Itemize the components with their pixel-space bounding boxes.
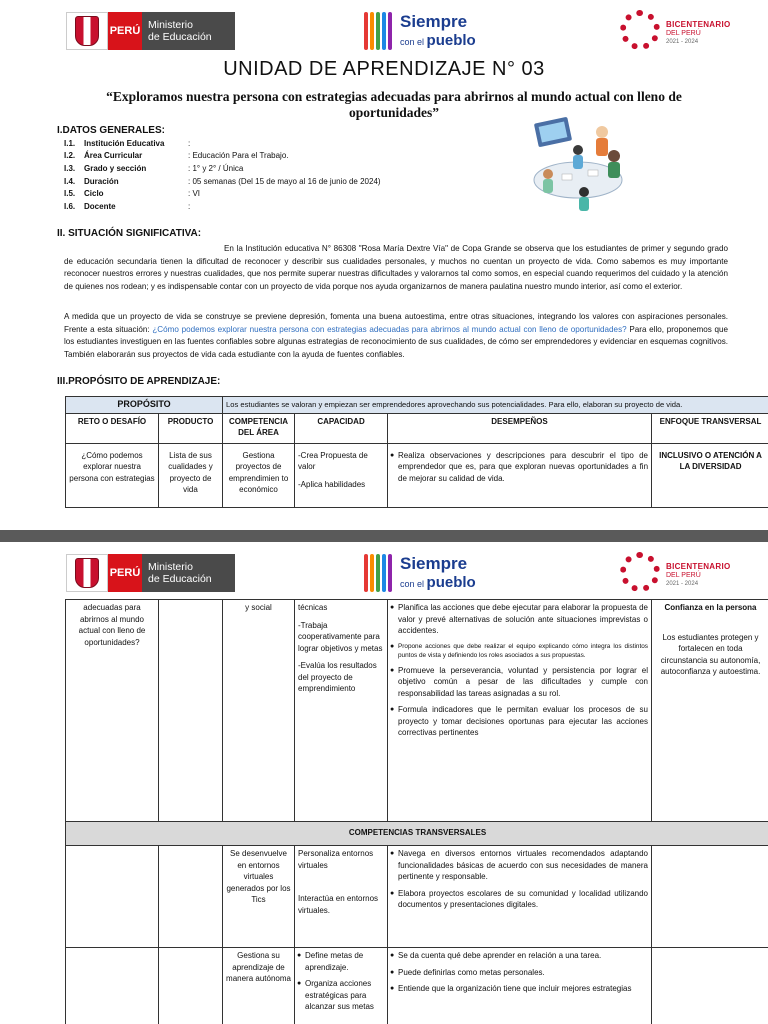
enfoque-cell (652, 600, 768, 822)
situacion-question: ¿Cómo podemos explorar nuestra persona con estrategias adecuadas para abrirnos al mundo actual con lleno de oportunidades? (152, 324, 627, 334)
pueblo-text: con el pueblo (400, 32, 476, 49)
general-row: I.5. Ciclo : VI (64, 189, 201, 198)
ministerio-logo (142, 12, 235, 50)
peru-label: PERÚ (108, 12, 142, 50)
desempeno-cell (388, 948, 652, 1024)
table-row (66, 600, 768, 822)
ministerio-line2: de Educación (148, 31, 212, 43)
bicentenario-ring-icon (620, 10, 660, 50)
general-row: I.6. Docente : (64, 202, 191, 211)
document-page-2 (0, 542, 768, 1024)
list-item: ● Navega en diversos entornos virtuales recomendados adaptando funcionalidades básicas de acuerdo con sus necesidades de manera pertinente y responsable. (391, 848, 648, 883)
desempeno-cell (388, 443, 652, 507)
table-row (66, 846, 768, 948)
capacidad-cell: -Crea Propuesta de valor -Aplica habilidades (295, 443, 388, 507)
producto-cell: Lista de sus cualidades y proyecto de vida (159, 443, 223, 507)
proposito-text: Los estudiantes se valoran y empiezan ser emprendedores aprovechando sus potencialidades. Para ello, elaboran su proyecto de vida. (223, 397, 768, 414)
datos-generales-heading: I.DATOS GENERALES: (57, 125, 165, 136)
situacion-heading: II. SITUACIÓN SIGNIFICATIVA: (57, 228, 202, 239)
years-text: 2021 - 2024 (666, 39, 699, 45)
enfoque-text: Los estudiantes protegen y fortalecen en toda circunstancia su autonomía, autoconfianza y autoestima. (660, 632, 761, 676)
list-item: ● Elabora proyectos escolares de su comunidad y localidad utilizando documentos y presentaciones digitales. (391, 888, 648, 911)
proposito-label: PROPÓSITO (66, 397, 223, 414)
general-row: I.4. Duración : 05 semanas (Del 15 de mayo al 16 de junio de 2024) (64, 177, 381, 186)
competencia-cell: Gestiona proyectos de emprendimien to económico (223, 443, 295, 507)
col-header: COMPETENCIA DEL ÁREA (223, 413, 295, 443)
proposito-heading: III.PROPÓSITO DE APRENDIZAJE: (57, 376, 221, 387)
transversales-row (66, 822, 768, 846)
reto-cell: adecuadas para abrirnos al mundo actual con lleno de oportunidades? (66, 600, 159, 822)
proposito-table-continued (65, 599, 768, 1024)
list-item: ● Realiza observaciones y descripciones para descubrir el tipo de emprendedor que es, para que exploran nuevas oportunidades a fin de mejorar su calidad de vida. (391, 450, 648, 485)
table-header-row (66, 413, 768, 443)
siempre-con-el-pueblo-logo (364, 10, 484, 52)
col-header: PRODUCTO (159, 413, 223, 443)
team-meeting-illustration (518, 110, 634, 220)
transversales-heading: COMPETENCIAS TRANSVERSALES (66, 822, 768, 846)
reto-cell (66, 846, 159, 948)
enfoque-cell: INCLUSIVO O ATENCIÓN A LA DIVERSIDAD (652, 443, 768, 507)
peru-label: PERÚ (108, 554, 142, 592)
colored-bars-icon (364, 12, 396, 50)
unit-title: UNIDAD DE APRENDIZAJE N° 03 (223, 58, 545, 80)
competencia-cell: Gestiona su aprendizaje de manera autónoma (223, 948, 295, 1024)
list-item: ● Define metas de aprendizaje. (298, 950, 384, 973)
reto-cell: ¿Cómo podemos explorar nuestra persona con estrategias (66, 443, 159, 507)
desempeno-cell (388, 846, 652, 948)
unit-subtitle: “Exploramos nuestra persona con estrategias adecuadas para abrirnos al mundo actual con lleno de oportunidades” (106, 89, 682, 120)
ministerio-line1: Ministerio (148, 19, 193, 31)
del-peru-text: DEL PERÚ (666, 572, 701, 579)
col-header: DESEMPEÑOS (388, 413, 652, 443)
colored-bars-icon (364, 554, 396, 592)
list-item: ● Promueve la perseverancia, voluntad y persistencia por lograr el objetivo común a pesar de las dificultades y cumple con responsabilidad las tareas asignadas a su rol. (391, 665, 648, 700)
pueblo-text: con el pueblo (400, 574, 476, 591)
bicentenario-ring-icon (620, 552, 660, 592)
ministerio-line2: de Educación (148, 573, 212, 585)
siempre-text: Siempre (400, 12, 468, 31)
page-separator (0, 530, 768, 542)
list-item: ● Planifica las acciones que debe ejecutar para elaborar la propuesta de valor y prevé alternativas de solución ante situaciones imprevistas o accidentes. (391, 602, 648, 637)
reto-cell (66, 948, 159, 1024)
situacion-paragraph-2: A medida que un proyecto de vida se construye se previene depresión, fomenta una buena autoestima, entre otras situaciones, integrando los valores con aspiraciones personales. Frente a esta situación: ¿Cómo podemos explorar nuestra persona con estrategias adecuadas para abrirnos al mundo actual con lleno de oportunidades? Para ello, proponemos que los estudiantes investiguen en las fuentes confiables sobre algunas estrategias de reconocimiento de sus cualidades, de cómo ser emprendedores y evidenciar en esquemas cognitivos. También elaborarán sus proyectos de vida cada estudiante con la ayuda de fuentes confiables. (64, 312, 728, 359)
producto-cell (159, 600, 223, 822)
table-row (66, 443, 768, 507)
table-row (66, 948, 768, 1024)
proposito-row (66, 397, 768, 414)
list-item: ● Entiende que la organización tiene que incluir mejores estrategias (391, 983, 648, 995)
del-peru-text: DEL PERÚ (666, 30, 701, 37)
page-header (0, 0, 768, 56)
bicentenario-logo (620, 10, 760, 52)
list-item: ● Se da cuenta qué debe aprender en relación a una tarea. (391, 950, 648, 962)
peru-coat-of-arms-icon (66, 12, 108, 50)
general-row: I.3. Grado y sección : 1° y 2° / Única (64, 164, 244, 173)
bicentenario-text: BICENTENARIO (666, 562, 731, 571)
col-header: ENFOQUE TRANSVERSAL (652, 413, 768, 443)
bicentenario-text: BICENTENARIO (666, 20, 731, 29)
list-item: ● Organiza acciones estratégicas para alcanzar sus metas (298, 978, 384, 1013)
producto-cell (159, 948, 223, 1024)
enfoque-cell (652, 846, 768, 948)
competencia-cell: Se desenvuelve en entornos virtuales generados por los Tics (223, 846, 295, 948)
ministerio-logo (142, 554, 235, 592)
page-header (0, 542, 768, 598)
producto-cell (159, 846, 223, 948)
proposito-table (65, 396, 768, 508)
capacidad-cell: Personaliza entornos virtuales Interactúa en entornos virtuales. (295, 846, 388, 948)
enfoque-title: Confianza en la persona (664, 603, 757, 612)
bicentenario-logo (620, 552, 760, 594)
competencia-cell: y social (223, 600, 295, 822)
list-item: ● Puede definirlas como metas personales. (391, 967, 648, 979)
col-header: RETO O DESAFÍO (66, 413, 159, 443)
list-item: ● Formula indicadores que le permitan evaluar los procesos de su proyecto y tomar decisiones oportunas para ejecutar las acciones correctivas pertinentes (391, 704, 648, 739)
ministerio-line1: Ministerio (148, 561, 193, 573)
siempre-con-el-pueblo-logo (364, 552, 484, 594)
siempre-text: Siempre (400, 554, 468, 573)
general-row: I.2. Área Curricular : Educación Para el Trabajo. (64, 151, 289, 160)
peru-coat-of-arms-icon (66, 554, 108, 592)
situacion-paragraph-1: En la Institución educativa N° 86308 "Rosa María Dextre Vía" de Copa Grande se observa que los estudiantes de primer y segundo grado de educación secundaria tienen la dificultad de reconocer y describir sus cualidades personales, y muchos no cuentan un proyecto de vida. Como sabemos es muy importante reconocer nuestros errores y nuestras cualidades, que nos permite superar nuestras dificultades y valorarnos tal como somos, en especial cuando requerimos del cuidado y la atención de quienes nos rodean; y es indispensable contar con un proyecto de vida porque nos ayuda organizarnos de manera paulatina nuestro mundo interior, así como el exterior. (64, 244, 728, 291)
capacidad-cell: técnicas -Trabaja cooperativamente para lograr objetivos y metas -Evalúa los resultados del proyecto de emprendimiento (295, 600, 388, 822)
desempeno-cell (388, 600, 652, 822)
list-item: ● Propone acciones que debe realizar el equipo explicando cómo integra los distintos puntos de vista y definiendo los roles asociados a sus propuestas. (391, 642, 648, 660)
years-text: 2021 - 2024 (666, 581, 699, 587)
enfoque-cell (652, 948, 768, 1024)
general-row: I.1. Institución Educativa : (64, 139, 191, 148)
capacidad-cell (295, 948, 388, 1024)
col-header: CAPACIDAD (295, 413, 388, 443)
